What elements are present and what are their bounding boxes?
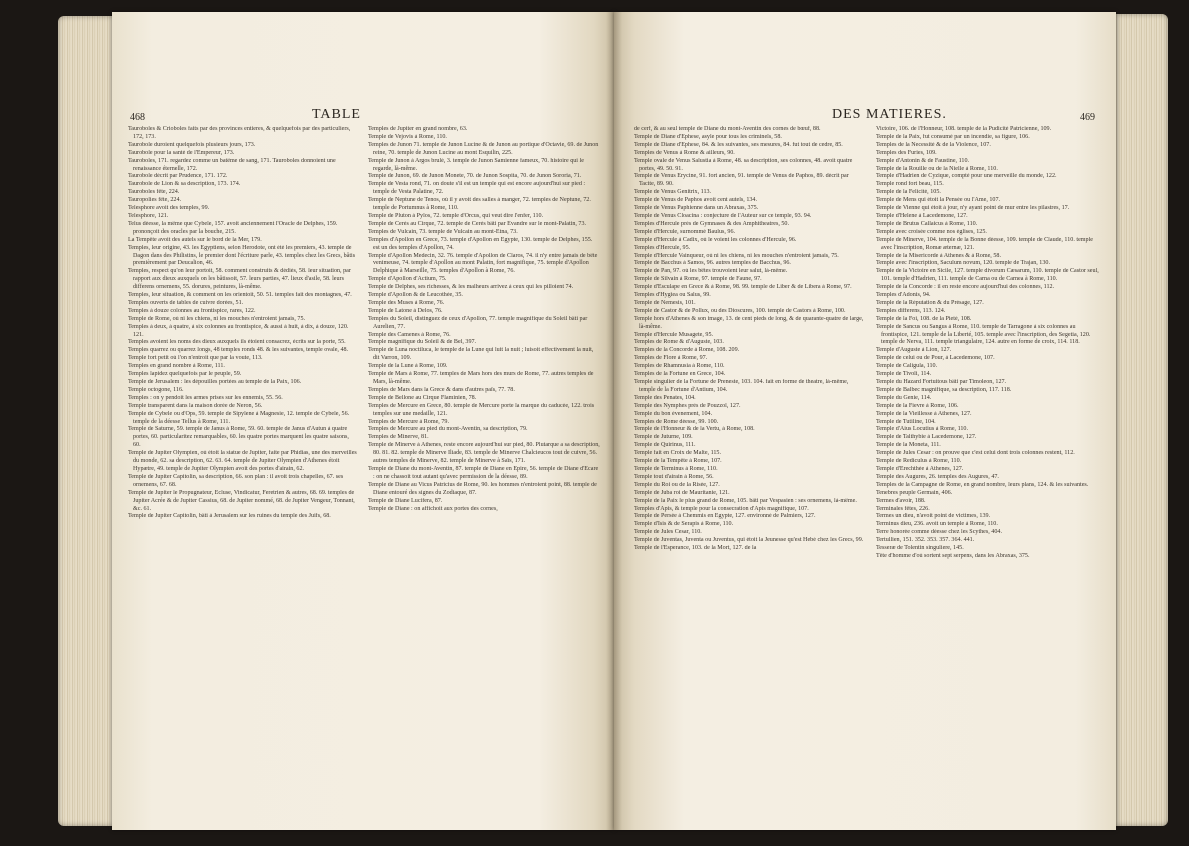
- index-entry: Temples d'Hygiea ou Salus, 99.: [634, 292, 711, 299]
- index-entry: Temples de Mercure en Grece, 80. temple de Mercure porte la marque du caducée, 122. trois temples sur une medaille, 121.: [368, 402, 595, 417]
- index-entry: Temple d'Hadrien de Cyzique, compté pour une merveille du monde, 122.: [876, 173, 1057, 180]
- index-entry: Telesphore, 121.: [128, 212, 169, 219]
- index-entry: Temple de la Tempête à Rome, 107.: [634, 458, 722, 465]
- index-entry: Temple de Jupiter Olympien, où étoit la statue de Jupiter, faite par Phidias, une des merveilles du monde, 62. sa description, 62. 63. 64. temple de Jupiter Olympien d'Athenes étoit Hypætre, 49. temple de Jupiter Olympien avoit des portes d'airain, 62.: [128, 450, 357, 472]
- index-entry: Temple des Nymphes près de Pouzzol, 127.: [634, 402, 741, 409]
- index-entry: Temple de Bacchus à Samos, 96. autres temples de Bacchus, 96.: [634, 260, 791, 267]
- index-entry: Temple de Persée à Chemmis en Egypte, 127. environné de Palmiers, 127.: [634, 513, 816, 520]
- index-entry: Temple d'Antonin & de Faustine, 110.: [876, 157, 970, 164]
- index-entry: Taurobole de Lion & sa description, 173. 174.: [128, 181, 241, 188]
- index-entry: Temple de Terminus à Rome, 110.: [634, 465, 718, 472]
- index-entry: Temple de Luna noctiluca, le temple de la Lune qui luit la nuit ; luisoit effectivement la nuit, dit Varron, 109.: [368, 347, 594, 362]
- right-page-edges: [1116, 14, 1168, 826]
- index-entry: Temple de Quirinus, 111.: [634, 442, 696, 449]
- index-entry: Temple de la Concorde : il en reste encore aujourd'hui des colonnes, 112.: [876, 284, 1055, 291]
- index-entry: Temple tout d'airain à Rome, 56.: [634, 473, 714, 480]
- index-entry: Temples de Mars dans la Grece & dans d'autres païs, 77. 78.: [368, 386, 515, 393]
- index-entry: Temple d'Hercule Vainqueur, où ni les chiens, ni les mouches n'entroient jamais, 75.: [634, 252, 839, 259]
- index-entry: Temples d'Hercule près de Gymnases & des Amphitheatres, 50.: [634, 220, 790, 227]
- index-entry: Temples des Furies, 109.: [876, 149, 937, 156]
- index-entry: Temple de Pluton à Pylos, 72. temple d'Orcus, qui veut dire l'enfer, 110.: [368, 212, 544, 219]
- index-entry: Temple d'Apollon & de Leucothée, 35.: [368, 292, 463, 299]
- index-entry: Temple de la Réputation & du Présage, 127.: [876, 299, 984, 306]
- index-entry: Temple de Diane d'Ephese, 84. & les suivantes, ses mesures, 84. fut tout de cedre, 85.: [634, 141, 843, 148]
- right-page: [614, 12, 1116, 830]
- index-entry: Temple avec croisée comme nos églises, 125.: [876, 228, 987, 235]
- index-entry: Temple de Venus Erycine, 91. fort ancien, 91. temple de Venus de Paphos, 89. décrit par Tacite, 89. 90.: [634, 173, 849, 188]
- index-entry: Tesseræ de Tolentin singuliere, 145.: [876, 545, 964, 552]
- index-entry: Temple de Sancus ou Sangus à Rome, 110. temple de Tarragone à six colonnes au frontispice, 121. temple de la Liberté, 105. temple avec l'inscription, des Segetia, 120. temple de Nerva, 111. temple triangulaire, 124. autre en forme de croix, 114. 118.: [876, 323, 1091, 346]
- index-entry: Temple des Camenes à Rome, 76.: [368, 331, 451, 338]
- index-entry: Temple de Diane : on affichoit aux portes des cornes,: [368, 505, 498, 512]
- index-entry: Temples de la Concorde à Rome, 108. 209.: [634, 347, 740, 354]
- index-entry: Temple d'Erechthée à Athenes, 127.: [876, 465, 964, 472]
- index-entry: Temple de Pan, 97. où les bêtes trouvoient leur salut, là-même.: [634, 268, 788, 275]
- index-entry: Temple du Roi ou de la Risée, 127.: [634, 481, 720, 488]
- index-entry: Temple de la Foi, 108. de la Pieté, 108.: [876, 315, 972, 322]
- index-entry: Tertullien, 151. 352. 353. 357. 364. 441.: [876, 537, 975, 544]
- index-entry: Temples de Rome & d'Auguste, 103.: [634, 339, 724, 346]
- index-entry: Temple de Jules Cesar : on prouve que c'est celui dont trois colonnes restent, 112.: [876, 450, 1075, 457]
- index-entry: Temple de Diane d'Ephese, asyle pour tous les criminels, 58.: [634, 133, 782, 140]
- index-entry: Temples de Junon 71. temple de Junon Lucine & de Junon au portique d'Octavie, 69. de Junon reine, 70. temple de Junon Lucine au mont Esquilin, 225.: [368, 141, 599, 156]
- index-entry: Temple de Venus de Paphos avoit cent autels, 134.: [634, 197, 758, 204]
- index-entry: Temple de Rediculus à Rome, 110.: [876, 458, 962, 465]
- index-entry: Temple de Bellone au Cirque Flaminien, 78.: [368, 394, 477, 401]
- left-running-head: TABLE: [312, 107, 361, 122]
- index-entry: Temples de la Necessité & de la Violence, 107.: [876, 141, 991, 148]
- index-entry: Temple transparent dans la maison dorée de Neron, 56.: [128, 402, 263, 409]
- index-entry: Temple de Mens qui étoit la Pensée ou l'Ame, 107.: [876, 197, 1001, 204]
- index-entry: Temple ovale de Venus Salustia à Rome, 48. sa description, ses colonnes, 48. avoit quatre portes, 49. 50. 91.: [634, 157, 853, 172]
- index-entry: Temple de Jupiter le Propugnateur, Ecluse, Vindicatur, Feretrien & autres, 68. 69. temples de Jupiter Acrée & de Jupiter Cassius, 68. de Jupiter nommé, 68. de Jupiter Vengeur, Tonnant, &c. 61.: [128, 489, 355, 512]
- index-entry: Temple fort petit où l'on n'entroit que par la voute, 113.: [128, 355, 263, 362]
- index-entry: Temples d'Apis, & temple pour la consecration d'Apis magnifique, 107.: [634, 505, 809, 512]
- index-entry: Tauropolies fête, 224.: [128, 197, 182, 204]
- index-entry: La Tempête avoit des autels sur le bord de la Mer, 179.: [128, 236, 262, 243]
- index-entry: Temple de Junon à Argos brulé, 3. temple de Junon Samienne fameux, 70. histoire qui le regarde, là-même.: [368, 157, 584, 172]
- index-entry: Termes un dieu, n'avoit point de victimes, 139.: [876, 513, 991, 520]
- index-entry: de cerf, & au seul temple de Diane du mont-Aventin des cornes de bœuf, 88.: [634, 126, 821, 132]
- index-entry: Temples en grand nombre à Rome, 111.: [128, 363, 225, 370]
- index-entry: Temples avoient les noms des dieux auxquels ils étoient consacrez, écrits sur la porte, 55.: [128, 339, 346, 346]
- left-page-number: 468: [130, 112, 145, 123]
- index-entry: Temple hors d'Athenes & son image, 13. de cent pieds de long, & de quarante-quatre de large, là-même.: [634, 315, 864, 330]
- index-entry: Temple de Vejovis à Rome, 110.: [368, 133, 447, 140]
- index-entry: Temple de la Fievre à Rome, 106.: [876, 402, 959, 409]
- index-entry: Temple de Venus Cloacina : conjecture de l'Auteur sur ce temple, 93. 94.: [634, 212, 812, 219]
- index-entry: Temples d'Apollon en Grece, 73. temple d'Apollon en Egypte, 130. temple de Delphes, 155. est un des temples d'Apollon, 74.: [368, 236, 593, 251]
- index-entry: Temple de Diane Lucifera, 87.: [368, 497, 443, 504]
- index-entry: Temple de Tutiline, 104.: [876, 418, 936, 425]
- index-entry: Temple des Muses à Rome, 76.: [368, 299, 445, 306]
- index-entry: Temple de Cybele ou d'Ops, 59. temple de Sipylene à Magnesie, 12. temple de Cybele, 56. temple de la déesse Tellus à Rome, 111.: [128, 410, 350, 425]
- index-entry: Termes d'avoir, 188.: [876, 497, 926, 504]
- index-entry: Temple de Junon, 69. de Junon Monete, 70. de Junon Sospita, 70. de Junon Sororia, 71.: [368, 173, 582, 180]
- index-entry: Temple octogone, 116.: [128, 386, 184, 393]
- index-entry: Tenebres peuple Germain, 406.: [876, 489, 953, 496]
- right-page-number: 469: [1080, 112, 1095, 123]
- index-entry: Temple rond fort beau, 115.: [876, 181, 944, 188]
- index-column-2: [368, 126, 600, 513]
- index-entry: Temple de Latone à Delos, 76.: [368, 307, 443, 314]
- index-entry: Temple de Minerve, 104. temple de la Bonne déesse, 109. temple de Claude, 110. temple avec l'inscription, Romæ æternæ, 121.: [876, 236, 1093, 251]
- index-entry: Temple de Cerès au Cirque, 72. temple de Cerès bâti par Evandre sur le mont-Palatin, 73.: [368, 220, 587, 227]
- index-entry: Temple d'Apollon Medecin, 32. 76. temple d'Apollon de Claros, 74. il n'y entre jamais de bête venimeuse, 74. temple d'Apollon au mont Palatin, fort magnifique, 75. temple d'Apollon Delphique à Marseille, 75. temples d'Apollon à Rome, 76.: [368, 252, 598, 275]
- left-page-edges: [58, 16, 114, 826]
- index-entry: Temples : on y pendoit les armes prises sur les ennemis, 55. 56.: [128, 394, 283, 401]
- index-entry: Temples de Minerve, 81.: [368, 434, 429, 441]
- index-entry: Temples de Vulcain, 73. temple de Vulcain au mont-Etna, 73.: [368, 228, 518, 235]
- index-entry: Temples d'Adonis, 94.: [876, 292, 931, 299]
- index-entry: Temple de la Victoire en Sicile, 127. temple divorum Cæsarum, 110. temple de Castor seul, 101. temple d'Hadrien, 111. temple de Carna ou de Carnea à Rome, 110.: [876, 268, 1099, 283]
- index-entry: Temple d'Hercule, surnommé Baulus, 96.: [634, 228, 736, 235]
- index-entry: Temple d'Auguste à Lion, 127.: [876, 347, 952, 354]
- index-entry: Temples differens, 113. 124.: [876, 307, 946, 314]
- index-entry: Temple de la Rouille ou de la Nielle à Rome, 110.: [876, 165, 998, 172]
- index-entry: Temple de Delphes, ses richesses, & les malheurs arrivez à ceux qui les pilloient 74.: [368, 284, 574, 291]
- index-entry: Temple de Diane au Vicus Patricius de Rome, 90. les hommes n'entroient point, 88. temple de Diane entouré des signes du Zodiaque, 87.: [368, 481, 597, 496]
- index-entry: Temple du Hazard Fortuitous bâti par Timoleon, 127.: [876, 379, 1007, 385]
- index-entry: Temples, respect qu'on leur portoit, 58. comment construits & dédiés, 58. leur situation, par rapport aux dieux auxquels on les bâtissoit, 57. leurs parties, 47. lieux d'asile, 58. leurs differens ornemens, 55. dorures, peintures, là-même.: [128, 268, 351, 291]
- index-entry: Temple singulier de la Fortune de Preneste, 103. 104. fait en forme de theatre, là-même, temple de la Fortune d'Antium, 104.: [634, 379, 849, 393]
- index-entry: Temple de Talthybie à Lacedemone, 127.: [876, 434, 977, 441]
- index-entry: Temples de la Fortune en Grece, 104.: [634, 371, 726, 378]
- index-entry: Temple de Vesta rond, 71. on doute s'il est un temple qui est encore aujourd'hui sur pied : temple de Vesta Palatine, 72.: [368, 181, 586, 196]
- index-entry: Temple de Rome, où ni les chiens, ni les mouches n'entroient jamais, 75.: [128, 315, 306, 322]
- index-entry: Tête d'homme d'où sortent sept serpens, dans les Abraxas, 375.: [876, 552, 1030, 559]
- index-entry: Temple d'Apollon d'Actium, 75.: [368, 276, 447, 283]
- index-column-3: [634, 126, 866, 553]
- index-entry: Taurobole duroient quelquefois plusieurs jours, 173.: [128, 141, 256, 148]
- index-entry: Temple de la Lune à Rome, 109.: [368, 363, 448, 370]
- index-entry: Temple des Augures, 26. temples des Augures, 47.: [876, 473, 999, 480]
- index-entry: Temple de Tivoli, 114.: [876, 371, 932, 378]
- index-entry: Temple de Jupiter Capitolin, bâti à Jerusalem sur les ruines du temple des Juifs, 68.: [128, 513, 331, 520]
- index-entry: Telus déesse, la même que Cybele, 157. avoit anciennement l'Oracle de Delphes, 159. prononçoit des oracles par la bouche, 215.: [128, 220, 338, 235]
- index-entry: Temple de l'Honneur & de la Vertu, à Rome, 108.: [634, 426, 755, 433]
- index-entry: Temple d'Hercule Musagete, 95.: [634, 331, 714, 338]
- index-entry: Temple d'Aius Locutius à Rome, 110.: [876, 426, 969, 433]
- index-entry: Temples à deux, à quatre, à six colonnes au frontispice, & aussi à huit, à dix, à douze, 120. 121.: [128, 323, 349, 338]
- index-entry: Terminales fêtes, 226.: [876, 505, 930, 512]
- index-entry: Tauroboles fête, 224.: [128, 189, 180, 196]
- index-entry: Temple de la Paix le plus grand de Rome, 105. bâti par Vespasien : ses ornemens, là-même.: [634, 497, 857, 504]
- index-entry: Temple de Jules Cesar, 110.: [634, 529, 702, 536]
- index-entry: Tauroboles, 171. regardez comme un batême de sang, 171. Tauroboles donnoient une renaissance éternelle, 172.: [128, 157, 336, 172]
- index-entry: Temples de Mercure à Rome, 79.: [368, 418, 449, 425]
- index-entry: Temples d'Hercule, 95.: [634, 244, 691, 251]
- index-entry: Temple de Juba roi de Mauritanie, 121.: [634, 489, 730, 496]
- index-entry: Temple de Vienne qui étoit à jour, n'y ayant point de mur entre les pilastres, 17.: [876, 205, 1070, 212]
- index-entry: Temple de Caligula, 110.: [876, 363, 938, 370]
- index-entry: Taurobole décrit par Prudence, 171. 172.: [128, 173, 228, 180]
- index-entry: Temples lapidez quelquefois par le peuple, 59.: [128, 371, 242, 378]
- index-entry: Temples de la Campagne de Rome, en grand nombre, leurs plans, 124. & les suivantes.: [876, 481, 1089, 488]
- index-entry: Temple de celui ou de Pour, à Lacedemone, 107.: [876, 355, 995, 362]
- index-entry: Victoire, 106. de l'Honneur, 108. temple de la Pudicité Patricienne, 109.: [876, 126, 1052, 132]
- index-entry: Temples de Flore à Rome, 97.: [634, 355, 708, 362]
- index-entry: Temple fait en Croix de Malte, 115.: [634, 450, 722, 457]
- index-entry: Temple de Juventas, Juventa ou Juventus, qui étoit la Jeunesse qu'est Hebé chez les Grecs, 99.: [634, 537, 864, 544]
- index-column-4: [876, 126, 1102, 561]
- index-entry: Temple de Venus Paphienne dans un Abraxas, 375.: [634, 205, 759, 212]
- index-entry: Temple de Jupiter Capitolin, sa description, 66. son plan : il avoit trois chapelles, 67. ses ornemens, 67. 68.: [128, 473, 344, 488]
- index-entry: Temple de Jerusalem : les dépouilles portées au temple de la Paix, 106.: [128, 379, 302, 385]
- index-entry: Tauroboles & Crioboles faits par des provinces entieres, & quelquefois par des particuliers, 172, 173.: [128, 126, 351, 140]
- book: [58, 4, 1168, 839]
- index-entry: Temple de Nemesis, 101.: [634, 299, 696, 306]
- index-entry: Temple de Mars à Rome, 77. temples de Mars hors des murs de Rome, 77. autres temples de Mars, là-même.: [368, 371, 594, 385]
- index-entry: Temples quarrez ou quarrez longs, 48 temples ronds 48. & les suivantes, temple ovale, 48.: [128, 347, 349, 354]
- index-entry: Temple de Diane du mont-Aventin, 87. temple de Diane en Epire, 56. temple de Diane d'Ecare : on ne chassoit tout autant qu'avec permission de la déesse, 89.: [368, 465, 599, 480]
- index-entry: Temple de la Misericorde à Athenes & à Rome, 58.: [876, 252, 1001, 259]
- right-running-head: DES MATIERES.: [832, 107, 947, 122]
- index-entry: Temple de Brutus Callaicus à Rome, 110.: [876, 220, 978, 227]
- index-entry: Temple de Juturne, 109.: [634, 434, 693, 441]
- index-entry: Temples de Mercure au pied du mont-Aventin, sa description, 79.: [368, 426, 528, 433]
- index-entry: Temple de Balbec magnifique, sa description, 117. 118.: [876, 386, 1012, 393]
- index-entry: Temple d'Isis & de Serapis à Rome, 110.: [634, 521, 734, 528]
- index-entry: Temple magnifique du Soleil & de Bel, 397.: [368, 339, 477, 346]
- index-entry: Temples de Rhamnusia à Rome, 110.: [634, 363, 725, 370]
- index-entry: Temples ouverts de tables de cuivre dorées, 51.: [128, 299, 244, 306]
- index-entry: Temple de l'Esperance, 103. de la Mort, 127. de la: [634, 545, 757, 552]
- index-entry: Temple d'Helene à Lacedemone, 127.: [876, 212, 968, 219]
- index-entry: Temple de la Vieillesse à Athenes, 127.: [876, 410, 972, 417]
- index-entry: Temple de Saturne, 59. temple de Janus à Rome, 59. 60. temple de Janus d'Autun à quatre portes, 60. particularitez remarquables, 60. les quatre portes marquent les quatre saisons, 60.: [128, 426, 349, 449]
- index-entry: Temple de la Paix, fut consumé par un incendie, sa figure, 106.: [876, 133, 1030, 140]
- index-entry: Temples à douze colonnes au frontispice, rares, 122.: [128, 307, 256, 314]
- index-entry: Temples de Jupiter en grand nombre, 63.: [368, 126, 468, 132]
- index-entry: Temple avec l'inscription, Saculum novum, 120. temple de Trajan, 130.: [876, 260, 1050, 267]
- index-entry: Temple de Venus Genitrix, 113.: [634, 189, 712, 196]
- index-entry: Temple de la Felicité, 105.: [876, 189, 941, 196]
- index-entry: Temples de Rome déesse, 99. 100.: [634, 418, 719, 425]
- index-entry: Temple de Castor & de Pollux, ou des Dioscures, 100. temple de Castors à Rome, 100.: [634, 307, 846, 314]
- index-entry: Temple d'Hercule à Cadix, où le voient les colonnes d'Hercule, 96.: [634, 236, 797, 243]
- index-entry: Temple de Minerve à Athenes, reste encore aujourd'hui sur pied, 80. Plutarque a sa description, 80. 81. 82. temple de Minerve Iliade, 83. temple de Minerve Chalcieucos tout de cuivre, 56. autres temples de Minerve, 82. temple de Minerve à Saïs, 171.: [368, 442, 600, 465]
- index-entry: Temples, leur origine, 43. les Egyptiens, selon Herodote, ont été les premiers, 43. temple de Dagon dans des Philistins, le premier dont l'écriture parle, 43. temples chez les Grecs, bâtis premièrement par Deucalion, 46.: [128, 244, 356, 267]
- index-entry: Temple du bon évenement, 104.: [634, 410, 713, 417]
- index-entry: Temple de la Moneta, 111.: [876, 442, 941, 449]
- index-column-1: [128, 126, 358, 521]
- index-entry: Temple d'Esculape en Grece & à Rome, 98. 99. temple de Liber & de Libera à Rome, 97.: [634, 284, 852, 291]
- index-entry: Temples de Venus à Rome & ailleurs, 90.: [634, 149, 735, 156]
- index-entry: Temples, leur situation, & comment on les orientoit, 50. 51. temples fait des montagnes, 47.: [128, 292, 352, 299]
- index-entry: Temples du Soleil, distinguez de ceux d'Apollon, 77. temple magnifique du Soleil bâti par Aurelien, 77.: [368, 315, 588, 330]
- index-entry: Terre honorée comme déesse chez les Scythes, 404.: [876, 529, 1002, 536]
- left-page: [112, 12, 614, 830]
- index-entry: Temple de Neptune de Tenos, où il y avoit des salles à manger, 72. temples de Neptune, 72. temple de Portumnus à Rome, 110.: [368, 197, 591, 212]
- index-entry: Temple des Penates, 104.: [634, 394, 696, 401]
- index-entry: Taurobole pour la santé de l'Empereur, 173.: [128, 149, 235, 156]
- index-entry: Temple du Genie, 114.: [876, 394, 932, 401]
- index-entry: Terminus dieu, 236. avoit un temple à Rome, 110.: [876, 521, 998, 528]
- index-entry: Temple de Silvain à Rome, 97. temple de Faune, 97.: [634, 276, 762, 283]
- index-entry: Telesphore avoit des temples, 99.: [128, 205, 210, 212]
- book-gutter: [606, 12, 622, 830]
